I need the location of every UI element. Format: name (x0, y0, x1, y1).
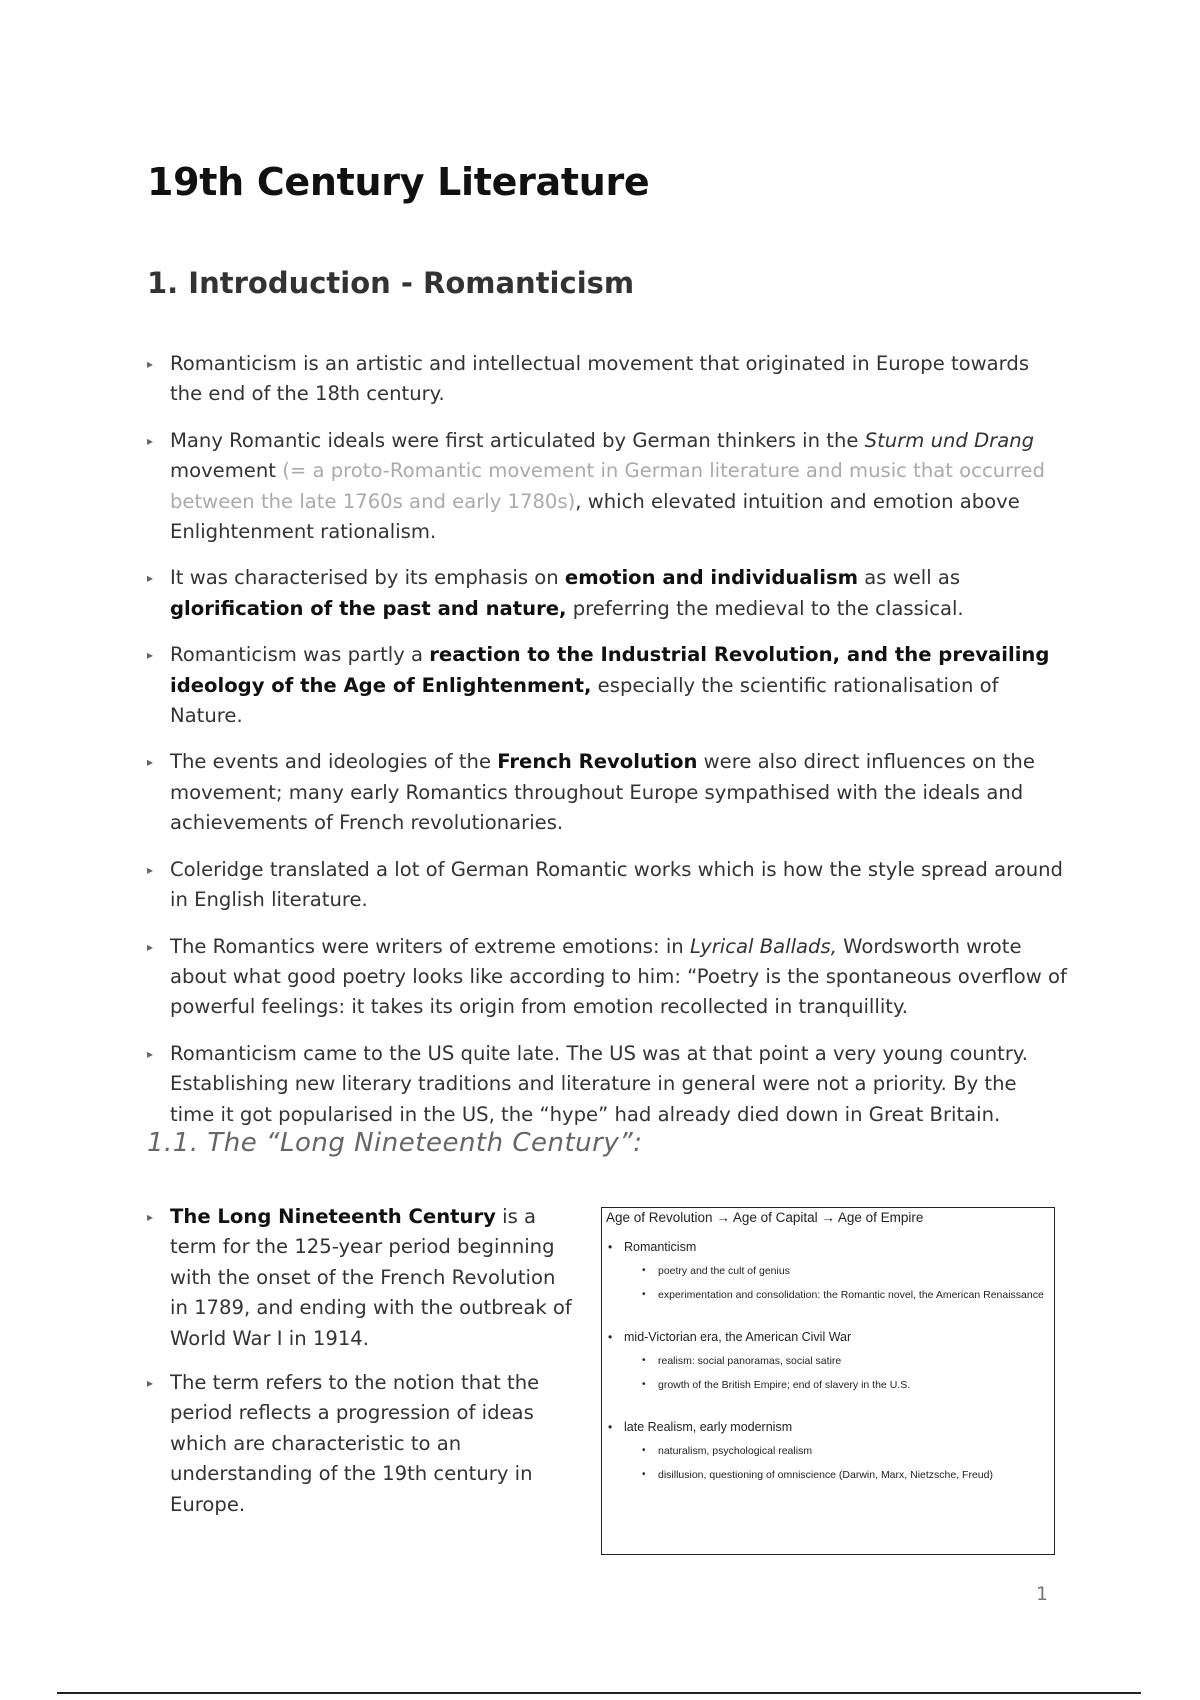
long-century-bullet-list (147, 1202, 577, 1534)
timeline-subitem: • realism: social panoramas, social satire (606, 1349, 1050, 1373)
page-number: 1 (1036, 1583, 1049, 1605)
bullet-item (147, 640, 1067, 731)
text-segment: Romanticism was partly a (170, 643, 430, 667)
timeline-header: Age of Revolution → Age of Capital → Age of Empire (606, 1210, 924, 1225)
text-segment: The events and ideologies of the (170, 750, 498, 774)
text-segment: Coleridge translated a lot of German Romantic works which is how the style spread around in English literature. (170, 857, 1063, 912)
timeline-subitem: • experimentation and consolidation: the Romantic novel, the American Renaissance (606, 1283, 1050, 1307)
text-segment: is a term for the 125-year period beginning with the onset of the French Revolution in 1789, and ending with the outbreak of World War I in 1914. (170, 1205, 572, 1350)
bold-text: French Revolution (497, 750, 698, 774)
text-segment: preferring the medieval to the classical. (566, 596, 964, 620)
text-segment: It was characterised by its emphasis on (170, 566, 565, 590)
italic-text: Lyrical Ballads, (689, 934, 837, 958)
timeline-period: • late Realism, early modernism (606, 1415, 1050, 1439)
timeline-period: • mid-Victorian era, the American Civil War (606, 1325, 1050, 1349)
bullet-item (147, 932, 1067, 1023)
document-title: 19th Century Literature (147, 160, 650, 204)
timeline-groups (606, 1235, 1050, 1487)
timeline-subitem: • disillusion, questioning of omniscience (Darwin, Marx, Nietzsche, Freud) (606, 1463, 1050, 1487)
text-segment: were also direct influences on the movement; many early Romantics throughout Europe sympathised with the ideals and achievements of French revolutionaries. (170, 750, 1035, 835)
bullet-item (147, 1368, 577, 1520)
section-heading-romanticism: 1. Introduction - Romanticism (147, 266, 635, 300)
bold-text: The Long Nineteenth Century (170, 1205, 496, 1228)
bullet-item (147, 349, 1067, 410)
bold-text: emotion and individualism (564, 566, 859, 590)
text-segment: Wordsworth wrote about what good poetry looks like according to him: “Poetry is the spontaneous overflow of powerful feelings: it takes its origin from emotion recollected in tranquillity. (170, 934, 1067, 1019)
bullet-item (147, 563, 1067, 624)
bullet-item (147, 1202, 577, 1354)
bold-text: glorification of the past and nature, (170, 596, 567, 620)
timeline-subitem: • naturalism, psychological realism (606, 1439, 1050, 1463)
italic-text: Sturm und Drang (864, 428, 1035, 452)
text-segment: especially the scientific rationalisation of Nature. (170, 673, 999, 728)
timeline-group (606, 1235, 1050, 1307)
text-segment: The term refers to the notion that the period reflects a progression of ideas which are characteristic to an understanding of the 19th century in Europe. (170, 1371, 540, 1516)
text-segment: Many Romantic ideals were first articulated by German thinkers in the (170, 428, 865, 452)
bullet-item (147, 426, 1067, 548)
timeline-subitem: • poetry and the cult of genius (606, 1259, 1050, 1283)
text-segment: Romanticism came to the US quite late. The US was at that point a very young country. Establishing new literary traditions and literature in general were not a priority. By the time it got popularised in the US, the “hype” had already died down in Great Britain. (170, 1041, 1028, 1126)
subsection-heading-long-nineteenth-century: 1.1. The “Long Nineteenth Century”: (147, 1128, 643, 1158)
bullet-item (147, 855, 1067, 916)
bullet-item (147, 1039, 1067, 1130)
timeline-box (601, 1207, 1055, 1555)
timeline-period: • Romanticism (606, 1235, 1050, 1259)
muted-text: (= a proto-Romantic movement in German literature and music that occurred between the late 1760s and early 1780s) (170, 459, 1045, 513)
bold-text: reaction to the Industrial Revolution, and the prevailing ideology of the Age of Enlightenment, (170, 643, 1050, 697)
footer-rule (57, 1692, 1141, 1694)
romanticism-bullet-list (147, 349, 1067, 1146)
bullet-item (147, 747, 1067, 838)
timeline-group (606, 1415, 1050, 1487)
text-segment: Romanticism is an artistic and intellectual movement that originated in Europe towards the end of the 18th century. (170, 352, 1030, 406)
text-segment: The Romantics were writers of extreme emotions: in (170, 934, 690, 958)
text-segment: as well as (858, 566, 961, 590)
timeline-group (606, 1325, 1050, 1397)
text-segment: , which elevated intuition and emotion above Enlightenment rationalism. (170, 489, 1020, 544)
timeline-subitem: • growth of the British Empire; end of slavery in the U.S. (606, 1373, 1050, 1397)
text-segment: movement (170, 459, 283, 483)
